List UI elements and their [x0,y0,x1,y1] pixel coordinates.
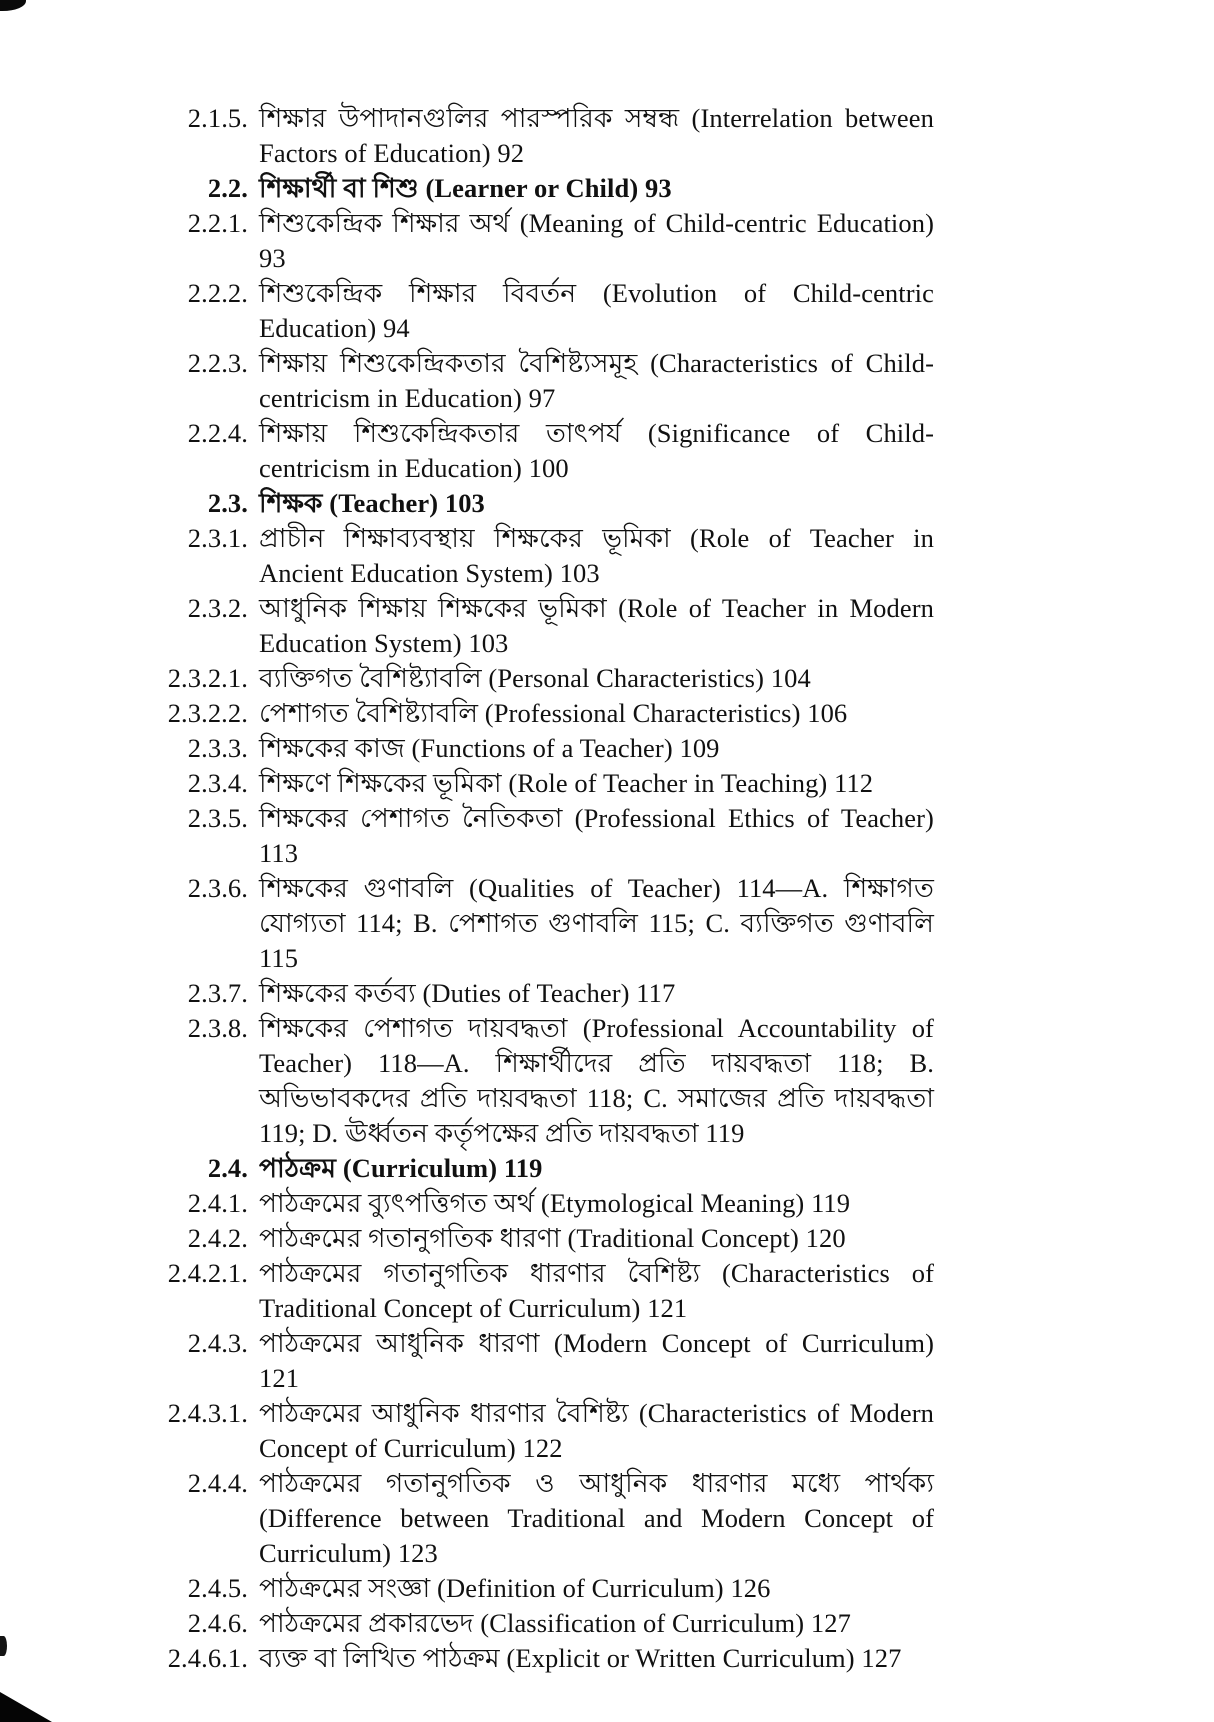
toc-entry-number: 2.3.7. [187,978,248,1008]
toc-entry-text: শিক্ষকের পেশাগত নৈতিকতা (Professional Ethics of Teacher) 113 [259,803,934,868]
toc-entry [152,976,934,1011]
toc-entry-number: 2.3.4. [187,768,248,798]
toc-entry-text: শিশুকেন্দ্রিক শিক্ষার বিবর্তন (Evolution of Child-centric Education) 94 [259,278,934,343]
toc-entry-text: পাঠক্রম (Curriculum) 119 [259,1153,543,1183]
toc-entry-text: শিক্ষায় শিশুকেন্দ্রিকতার তাৎপর্য (Significance of Child-centricism in Education) 100 [259,418,934,483]
toc-entry-number: 2.4.6.1. [167,1643,248,1673]
toc-entry-number: 2.3.1. [187,523,248,553]
toc-entry [152,696,934,731]
toc-entry-text: পাঠক্রমের সংজ্ঞা (Definition of Curriculum) 126 [259,1573,771,1603]
toc-entry-text: শিক্ষার উপাদানগুলির পারস্পরিক সম্বন্ধ (Interrelation between Factors of Education) 92 [259,103,934,168]
toc-entry-number: 2.4.6. [187,1608,248,1638]
toc-entry [152,591,934,661]
toc-entry-number: 2.3.8. [187,1013,248,1043]
toc-entry [152,1326,934,1396]
toc-entry [152,101,934,171]
toc-entry [152,1256,934,1326]
toc-entry-number: 2.4.3.1. [167,1398,248,1428]
toc-entry-text: শিশুকেন্দ্রিক শিক্ষার অর্থ (Meaning of Child-centric Education) 93 [259,208,934,273]
toc-entry-number: 2.4.4. [187,1468,248,1498]
toc-entry-number: 2.3.2. [187,593,248,623]
toc-entry-text: আধুনিক শিক্ষায় শিক্ষকের ভূমিকা (Role of Teacher in Modern Education System) 103 [259,593,934,658]
toc-entry-text: শিক্ষায় শিশুকেন্দ্রিকতার বৈশিষ্ট্যসমূহ (Characteristics of Child-centricism in Education) 97 [259,348,934,413]
toc-entry [152,1466,934,1571]
toc-entry [152,1186,934,1221]
toc-entry [152,1641,934,1676]
toc-entry-text: পাঠক্রমের আধুনিক ধারণা (Modern Concept of Curriculum) 121 [259,1328,934,1393]
toc-entry-number: 2.3.5. [187,803,248,833]
table-of-contents [152,101,934,1676]
toc-entry-number: 2.2.3. [187,348,248,378]
toc-entry-number: 2.3. [207,488,248,518]
toc-entry-text: পাঠক্রমের গতানুগতিক ও আধুনিক ধারণার মধ্যে পার্থক্য (Difference between Traditional and Modern Concept of Curriculum) 123 [259,1468,934,1568]
toc-entry-number: 2.2.2. [187,278,248,308]
toc-entry-text: শিক্ষকের কর্তব্য (Duties of Teacher) 117 [259,978,676,1008]
toc-entry [152,801,934,871]
toc-entry [152,276,934,346]
toc-entry [152,346,934,416]
toc-entry-number: 2.2.4. [187,418,248,448]
toc-entry-number: 2.4.5. [187,1573,248,1603]
toc-entry [152,1606,934,1641]
toc-entry-text: পেশাগত বৈশিষ্ট্যাবলি (Professional Characteristics) 106 [259,698,848,728]
toc-entry-text: শিক্ষকের কাজ (Functions of a Teacher) 109 [259,733,720,763]
scan-artifact-left-edge [0,1636,7,1656]
toc-entry-number: 2.3.6. [187,873,248,903]
toc-entry-text: শিক্ষার্থী বা শিশু (Learner or Child) 93 [259,173,672,203]
toc-entry-text: ব্যক্ত বা লিখিত পাঠক্রম (Explicit or Written Curriculum) 127 [259,1643,902,1673]
toc-entry [152,416,934,486]
toc-entry-number: 2.2. [207,173,248,203]
toc-entry-text: শিক্ষকের গুণাবলি (Qualities of Teacher) 114—A. শিক্ষাগত যোগ্যতা 114; B. পেশাগত গুণাবলি 115; C. ব্যক্তিগত গুণাবলি 115 [259,873,934,973]
toc-entry-text: পাঠক্রমের গতানুগতিক ধারণার বৈশিষ্ট্য (Characteristics of Traditional Concept of Curriculum) 121 [259,1258,934,1323]
toc-entry-number: 2.4.3. [187,1328,248,1358]
toc-entry [152,521,934,591]
toc-entry-text: ব্যক্তিগত বৈশিষ্ট্যাবলি (Personal Characteristics) 104 [259,663,811,693]
toc-entry-number: 2.4.1. [187,1188,248,1218]
scan-artifact-top-left [0,0,26,11]
toc-entry-number: 2.3.2.1. [167,663,248,693]
toc-entry-number: 2.4. [207,1153,248,1183]
toc-entry [152,1221,934,1256]
toc-entry [152,1011,934,1151]
toc-entry-number: 2.4.2.1. [167,1258,248,1288]
toc-entry-number: 2.3.3. [187,733,248,763]
toc-entry-text: পাঠক্রমের আধুনিক ধারণার বৈশিষ্ট্য (Characteristics of Modern Concept of Curriculum) 122 [259,1398,934,1463]
toc-entry [152,766,934,801]
scan-artifact-bottom-left [0,1692,52,1722]
toc-entry-number: 2.3.2.2. [167,698,248,728]
toc-entry-text: প্রাচীন শিক্ষাব্যবস্থায় শিক্ষকের ভূমিকা (Role of Teacher in Ancient Education System) 103 [259,523,934,588]
toc-entry [152,1571,934,1606]
toc-entry [152,661,934,696]
toc-entry-text: পাঠক্রমের প্রকারভেদ (Classification of Curriculum) 127 [259,1608,851,1638]
toc-entry [152,731,934,766]
toc-entry-number: 2.2.1. [187,208,248,238]
toc-entry [152,1151,934,1186]
toc-entry-text: পাঠক্রমের ব্যুৎপত্তিগত অর্থ (Etymological Meaning) 119 [259,1188,851,1218]
toc-entry-text: পাঠক্রমের গতানুগতিক ধারণা (Traditional Concept) 120 [259,1223,846,1253]
toc-entry-text: শিক্ষণে শিক্ষকের ভূমিকা (Role of Teacher in Teaching) 112 [259,768,874,798]
toc-entry [152,171,934,206]
toc-entry [152,206,934,276]
toc-entry [152,486,934,521]
toc-entry [152,1396,934,1466]
toc-entry-number: 2.1.5. [187,103,248,133]
toc-entry [152,871,934,976]
toc-entry-text: শিক্ষকের পেশাগত দায়বদ্ধতা (Professional Accountability of Teacher) 118—A. শিক্ষার্থীদের প্রতি দায়বদ্ধতা 118; B. অভিভাবকদের প্রতি দায়বদ্ধতা 118; C. সমাজের প্রতি দায়বদ্ধতা 119; D. ঊর্ধ্বতন কর্তৃপক্ষের প্রতি দায়বদ্ধতা 119 [259,1013,934,1148]
toc-entry-number: 2.4.2. [187,1223,248,1253]
toc-entry-text: শিক্ষক (Teacher) 103 [259,488,485,518]
